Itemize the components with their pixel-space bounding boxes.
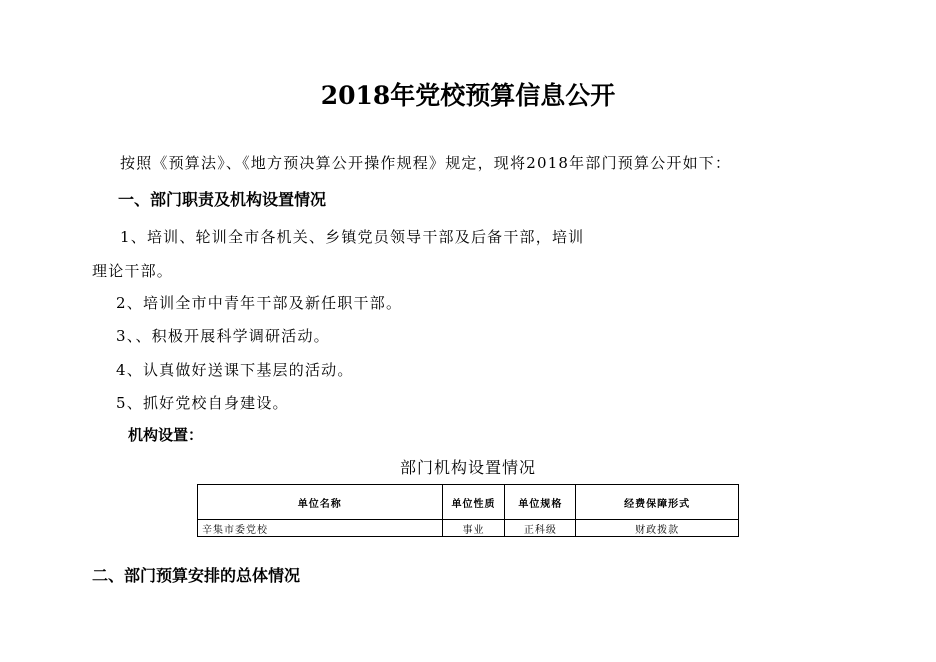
table-caption: 部门机构设置情况	[399, 458, 536, 477]
duty-item-5: 5、抓好党校自身建设。	[116, 394, 289, 412]
header-unit-level: 单位规格	[505, 485, 576, 520]
cell-unit-nature: 事业	[442, 520, 505, 537]
duty-item-2: 2、培训全市中青年干部及新任职干部。	[116, 294, 403, 312]
header-unit-name: 单位名称	[198, 485, 443, 520]
org-setup-label: 机构设置：	[128, 426, 204, 444]
section2-heading: 二、部门预算安排的总体情况	[92, 566, 301, 585]
cell-unit-name: 辛集市委党校	[198, 520, 443, 537]
intro-paragraph: 按照《预算法》、《地方预决算公开操作规程》规定，现将2018年部门预算公开如下：	[120, 154, 732, 172]
duty-item-4: 4、认真做好送课下基层的活动。	[116, 361, 354, 379]
document-title: 2018年党校预算信息公开	[320, 81, 616, 110]
cell-funding-type: 财政拨款	[576, 520, 739, 537]
duty-item-1: 1、培训、轮训全市各机关、乡镇党员领导干部及后备干部，培训	[120, 228, 585, 246]
header-funding-type: 经费保障形式	[576, 485, 739, 520]
duty-item-3: 3、、积极开展科学调研活动。	[116, 327, 330, 345]
org-table	[197, 484, 739, 537]
duty-item-1-continuation: 理论干部。	[92, 262, 174, 280]
section1-heading: 一、部门职责及机构设置情况	[118, 190, 327, 209]
table-header-row	[198, 485, 739, 520]
header-unit-nature: 单位性质	[442, 485, 505, 520]
cell-unit-level: 正科级	[505, 520, 576, 537]
table-row	[198, 520, 739, 537]
